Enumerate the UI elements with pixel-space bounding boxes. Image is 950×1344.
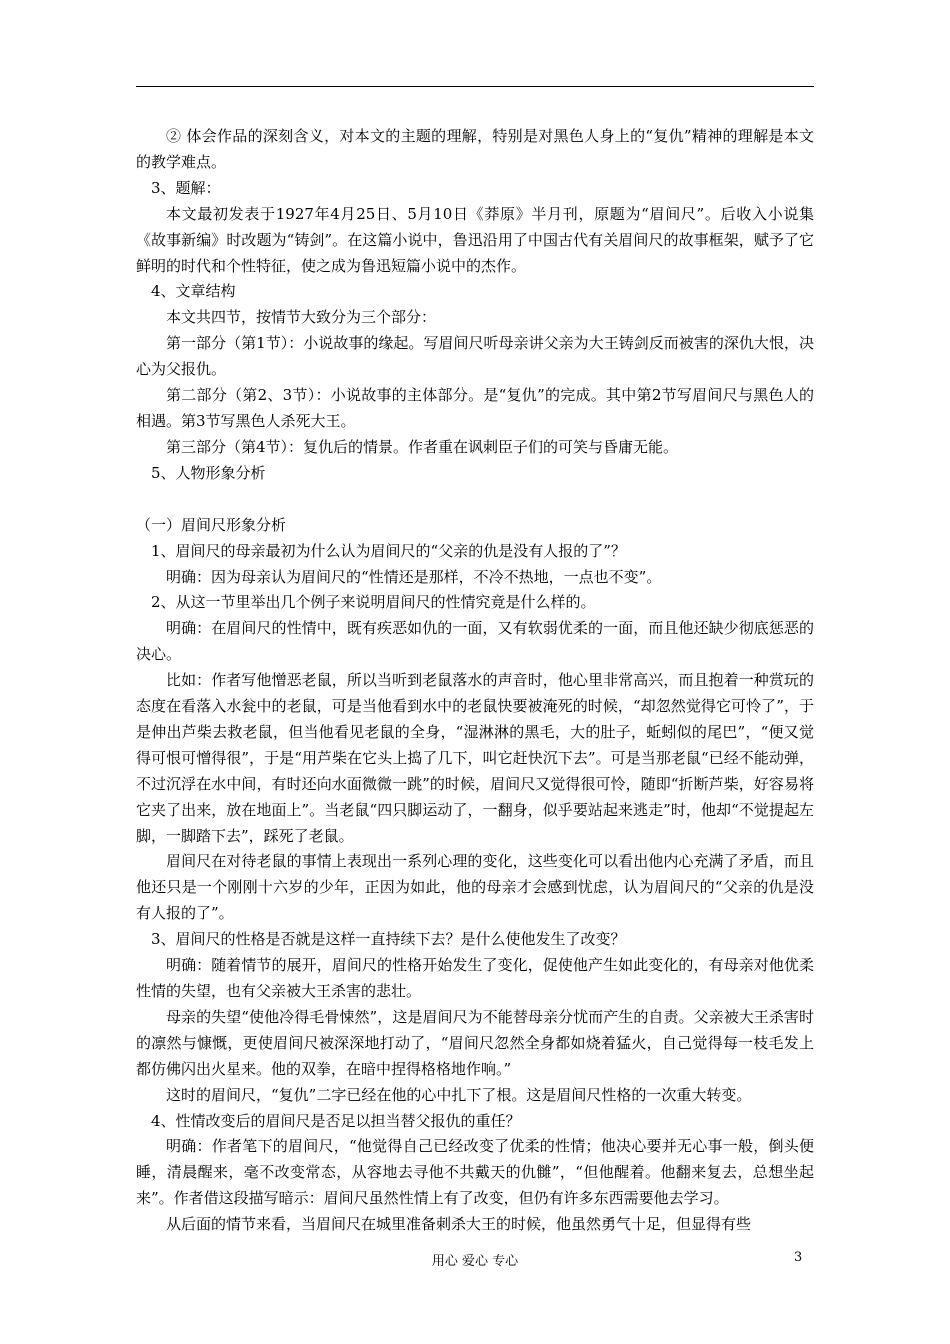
page-number: 3	[794, 1250, 803, 1265]
paragraph: 3、眉间尺的性格是否就是这样一直持续下去？是什么使他发生了改变？	[151, 930, 626, 949]
paragraph: 4、性情改变后的眉间尺是否足以担当替父报仇的重任？	[151, 1111, 521, 1130]
paragraph: 从后面的情节来看，当眉间尺在城里准备刺杀大王的时候，他虽然勇气十足，但显得有些	[166, 1215, 752, 1234]
paragraph: 明确：作者笔下的眉间尺，“他觉得自己已经改变了优柔的性情；他决心要并无心事一般，倒头便睡，清晨醒来，毫不改变常态，从容地去寻他不共戴天的仇雠”，“但他醒着。他翻来复去，总想坐起来”。作者借这段描写暗示：眉间尺虽然性情上有了改变，但仍有许多东西需要他去学习。	[136, 1137, 814, 1208]
paragraph: 明确：因为母亲认为眉间尺的“性情还是那样，不冷不热地，一点也不变”。	[166, 567, 662, 586]
paragraph: 4、文章结构	[151, 282, 236, 301]
document-body	[136, 124, 814, 1238]
paragraph: 5、人物形象分析	[151, 463, 266, 482]
header-rule	[136, 86, 814, 87]
paragraph: 本文共四节，按情节大致分为三个部分：	[166, 308, 437, 327]
paragraph: 2、从这一节里举出几个例子来说明眉间尺的性情究竟是什么样的。	[151, 593, 596, 612]
paragraph: 第二部分（第2、3节）：小说故事的主体部分。是“复仇”的完成。其中第2节写眉间尺与黑色人的相遇。第3节写黑色人杀死大王。	[136, 386, 814, 430]
footer-slogan: 用心 爱心 专心	[431, 1254, 519, 1269]
paragraph: 这时的眉间尺，“复仇”二字已经在他的心中扎下了根。这是眉间尺性格的一次重大转变。	[166, 1085, 752, 1104]
paragraph: 3、题解：	[151, 178, 221, 197]
paragraph: 明确：在眉间尺的性情中，既有疾恶如仇的一面，又有软弱优柔的一面，而且他还缺少彻底惩恶的决心。	[136, 619, 814, 664]
paragraph: 第三部分（第4节）：复仇后的情景。作者重在讽刺臣子们的可笑与昏庸无能。	[166, 437, 679, 456]
paragraph: 明确：随着情节的展开，眉间尺的性格开始发生了变化，促使他产生如此变化的，有母亲对他优柔性情的失望，也有父亲被大王杀害的悲壮。	[136, 956, 814, 1000]
paragraph: ② 体会作品的深刻含义，对本文的主题的理解，特别是对黑色人身上的“复仇”精神的理解是本文的教学难点。	[136, 127, 814, 171]
paragraph: 第一部分（第1节）：小说故事的缘起。写眉间尺听母亲讲父亲为大王铸剑反而被害的深仇大恨，决心为父报仇。	[136, 334, 814, 379]
paragraph: 眉间尺在对待老鼠的事情上表现出一系列心理的变化，这些变化可以看出他内心充满了矛盾，而且他还只是一个刚刚十六岁的少年，正因为如此，他的母亲才会感到忧虑，认为眉间尺的“父亲的仇是没有人报的了”。	[136, 852, 814, 923]
paragraph: 本文最初发表于1927年4月25日、5月10日《莽原》半月刊，原题为“眉间尺”。后收入小说集《故事新编》时改题为“铸剑”。在这篇小说中，鲁迅沿用了中国古代有关眉间尺的故事框架，赋予了它鲜明的时代和个性特征，使之成为鲁迅短篇小说中的杰作。	[136, 204, 814, 275]
paragraph: 比如：作者写他憎恶老鼠，所以当听到老鼠落水的声音时，他心里非常高兴，而且抱着一种赏玩的态度在看落入水瓮中的老鼠，可是当他看到水中的老鼠快要被淹死的时候，“却忽然觉得它可怜了”，于是伸出芦柴去救老鼠，但当他看见老鼠的全身，“湿淋淋的黑毛，大的肚子，蚯蚓似的尾巴”，“便又觉得可恨可憎得很”，于是“用芦柴在它头上捣了几下，叫它赶快沉下去”。可是当那老鼠“已经不能动弹，不过沉浮在水中间，有时还向水面微微一跳”的时候，眉间尺又觉得很可怜，随即“折断芦柴，好容易将它夹了出来，放在地面上”。当老鼠“四只脚运动了，一翻身，似乎要站起来逃走”时，他却“不觉提起左脚，一脚踏下去”，踩死了老鼠。	[136, 671, 814, 845]
paragraph: 1、眉间尺的母亲最初为什么认为眉间尺的“父亲的仇是没有人报的了”？	[151, 541, 626, 560]
paragraph-gap	[136, 487, 814, 513]
paragraph: 母亲的失望“使他冷得毛骨悚然”，这是眉间尺为不能替母亲分忧而产生的自责。父亲被大王杀害时的凛然与慷慨，更使眉间尺被深深地打动了，“眉间尺忽然全身都如烧着猛火，自己觉得每一枝毛发上都仿佛闪出火星来。他的双拳，在暗中捏得格格地作响。”	[136, 1007, 814, 1078]
paragraph: （一）眉间尺形象分析	[136, 515, 287, 534]
